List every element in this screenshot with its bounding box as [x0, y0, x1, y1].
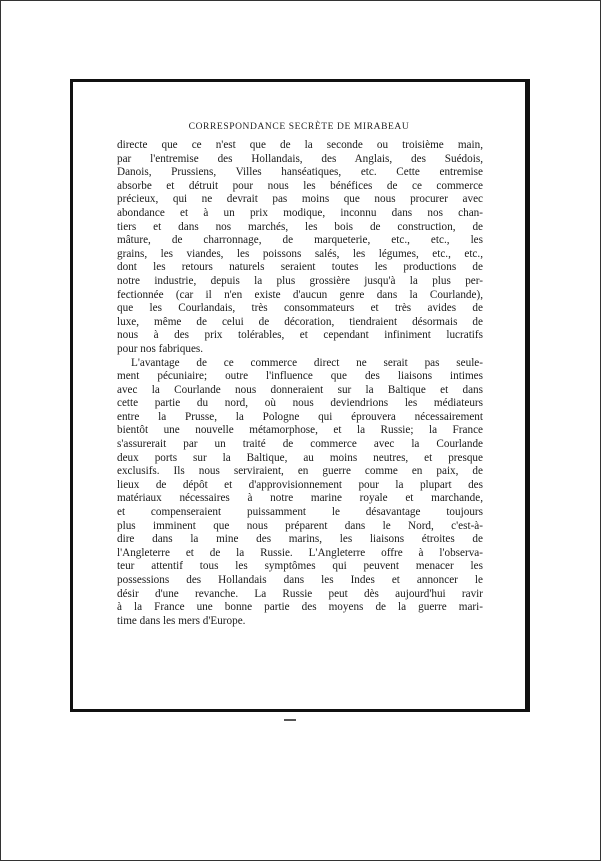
text-line: time dans les mers d'Europe.	[117, 614, 246, 627]
text-line: matériaux nécessaires à notre marine royale et marchande,	[117, 492, 483, 505]
text-line: Danois, Prussiens, Villes hanséatiques, etc. Cette entremise	[117, 166, 483, 179]
text-line: L'avantage de ce commerce direct ne serait pas seule-	[131, 356, 483, 369]
text-line: à la France une bonne partie des moyens de la guerre mari-	[117, 601, 483, 614]
text-line: dire dans la mine des marins, les liaisons étroites de	[117, 533, 483, 546]
page-mark	[284, 719, 296, 721]
text-line: teur attentif tous les symptômes qui peuvent menacer les	[117, 560, 483, 573]
text-line: et compenseraient puissamment le désavantage toujours	[117, 506, 483, 519]
text-line: bientôt une nouvelle métamorphose, et la Russie; la France	[117, 424, 483, 437]
text-line: précieux, qui ne devrait pas moins que nous procurer avec	[117, 193, 483, 206]
text-line: notre industrie, depuis la plus grossière jusqu'à la plus per-	[117, 274, 483, 287]
text-line: s'assurerait par un traité de commerce avec la Courlande	[117, 438, 483, 451]
text-line: avec la Courlande nous donneraient sur la Baltique et dans	[117, 383, 483, 396]
text-line: ment pécuniaire; outre l'influence que des liaisons intimes	[117, 370, 483, 383]
text-line: exclusifs. Ils nous serviraient, en guerre comme en paix, de	[117, 465, 483, 478]
text-line: par l'entremise des Hollandais, des Anglais, des Suédois,	[117, 152, 483, 165]
text-line: que les Courlandais, très consommateurs et très avides de	[117, 302, 483, 315]
text-line: plus imminent que nous préparent dans le Nord, c'est-à-	[117, 519, 483, 532]
text-line: l'Angleterre et de la Russie. L'Angleterre offre à l'observa-	[117, 546, 483, 559]
text-line: abondance et à un prix modique, inconnu dans nos chan-	[117, 206, 483, 219]
running-header: CORRESPONDANCE SECRÈTE DE MIRABEAU	[188, 122, 410, 132]
paragraph-1	[117, 139, 483, 357]
text-line: désir d'une revanche. La Russie peut dès aujourd'hui ravir	[117, 587, 483, 600]
body-text	[117, 139, 483, 628]
text-line: fectionnée (car il n'en existe d'aucun genre dans la Courlande),	[117, 288, 483, 301]
text-line: mâture, de charronnage, de marqueterie, etc., etc., les	[117, 234, 483, 247]
text-line: directe que ce n'est que de la seconde ou troisième main,	[117, 139, 483, 151]
text-line: pour nos fabriques.	[117, 342, 204, 355]
text-line: possessions des Hollandais dans les Indes et annoncer le	[117, 574, 483, 586]
text-line: deux ports sur la Baltique, au moins neutres, et presque	[117, 451, 483, 464]
text-line: tiers et dans nos marchés, les bois de construction, de	[117, 220, 483, 233]
text-line: luxe, même de celui de décoration, tiendraient désormais de	[117, 315, 483, 328]
book-page	[70, 79, 530, 712]
text-line: grains, les viandes, les poissons salés, les légumes, etc., etc.,	[117, 247, 483, 260]
paragraph-2	[117, 357, 483, 629]
text-line: cette partie du nord, où nous deviendrions les médiateurs	[117, 397, 483, 410]
text-line: dont les retours naturels seraient toutes les productions de	[117, 261, 483, 274]
text-line: lieux de dépôt et d'approvisionnement pour la plupart des	[117, 478, 483, 491]
text-line: entre la Prusse, la Pologne qui éprouvera nécessairement	[117, 410, 483, 423]
text-line: nous à des prix tolérables, et cependant infiniment lucratifs	[117, 329, 483, 342]
text-line: absorbe et détruit pour nous les bénéfices de ce commerce	[117, 179, 483, 192]
